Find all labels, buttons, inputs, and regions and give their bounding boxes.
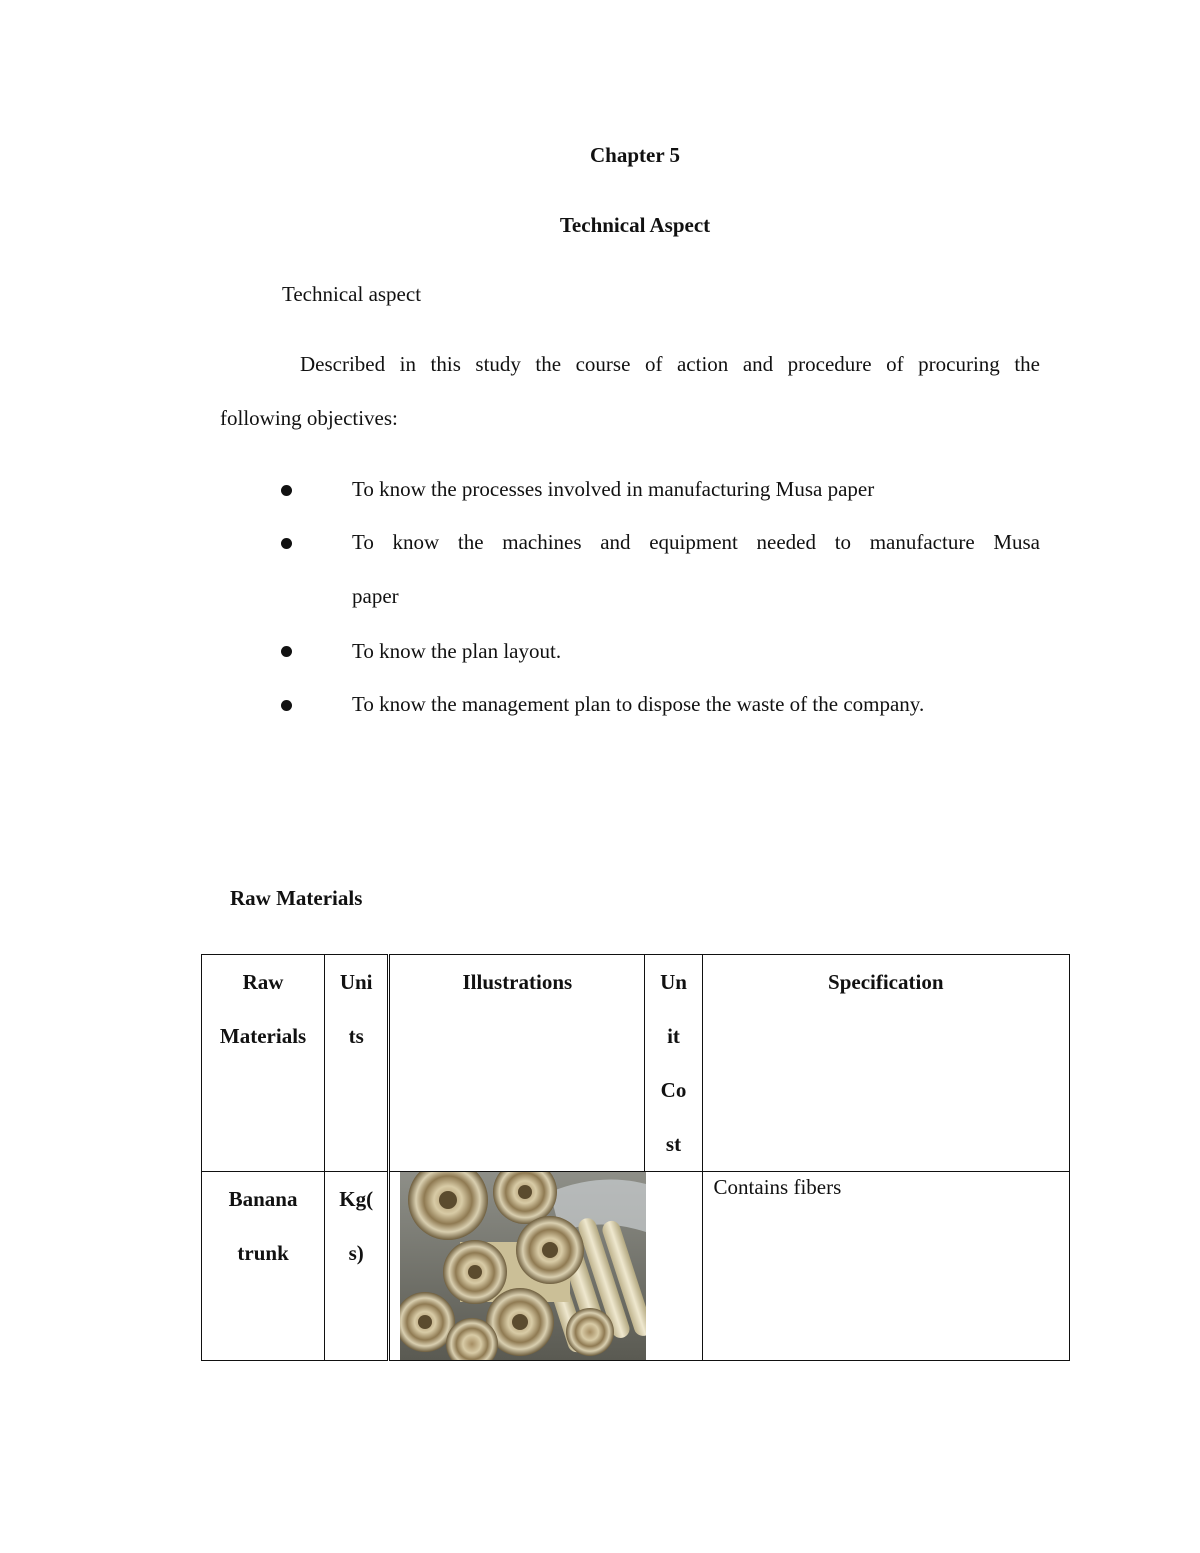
cell-text: s)	[348, 1241, 364, 1265]
objective-item: To know the management plan to dispose the waste of the company.	[352, 692, 925, 716]
cell-raw-material	[202, 1172, 325, 1361]
cell-unit-cost	[645, 1172, 702, 1361]
bullet-icon	[281, 485, 292, 496]
header-text: Co	[660, 1078, 687, 1102]
objective-item-continuation: paper	[352, 584, 399, 608]
objective-item: To know the plan layout.	[352, 639, 562, 663]
raw-materials-table	[201, 954, 1070, 1361]
cell-illustration	[389, 1172, 645, 1361]
header-text: st	[665, 1132, 682, 1156]
column-header-raw-materials	[202, 955, 325, 1172]
raw-materials-heading: Raw Materials	[230, 886, 363, 910]
objective-item: To know the processes involved in manufacturing Musa paper	[352, 477, 875, 501]
column-header-specification	[702, 955, 1069, 1172]
header-text: it	[667, 1024, 680, 1048]
column-header-illustrations	[389, 955, 645, 1172]
header-text: ts	[348, 1024, 364, 1048]
column-header-units	[325, 955, 389, 1172]
intro-paragraph-line-2: following objectives:	[220, 406, 398, 430]
table-row	[202, 1172, 1070, 1361]
header-text: Un	[660, 970, 687, 994]
header-text: Specification	[828, 970, 944, 994]
header-text: Uni	[339, 970, 373, 994]
table-header-row	[202, 955, 1070, 1172]
bullet-icon	[281, 538, 292, 549]
objective-item: To know the machines and equipment needed to manufacture Musa	[352, 530, 1040, 554]
cell-text: trunk	[237, 1241, 289, 1265]
column-header-unit-cost	[645, 955, 702, 1172]
chapter-number: Chapter 5	[589, 143, 681, 167]
section-subheading: Technical aspect	[282, 282, 422, 306]
intro-paragraph-line-1: Described in this study the course of action and procedure of procuring the	[300, 352, 1040, 376]
cell-text: Banana	[228, 1187, 298, 1211]
banana-trunk-photo	[400, 1172, 646, 1360]
chapter-title: Technical Aspect	[559, 213, 711, 237]
cell-specification	[702, 1172, 1069, 1361]
cell-text: Kg(	[339, 1187, 374, 1211]
bullet-icon	[281, 646, 292, 657]
header-text: Materials	[219, 1024, 307, 1048]
header-text: Raw	[242, 970, 284, 994]
cell-text: Contains fibers	[713, 1175, 842, 1199]
cell-units	[325, 1172, 389, 1361]
header-text: Illustrations	[462, 970, 573, 994]
bullet-icon	[281, 700, 292, 711]
